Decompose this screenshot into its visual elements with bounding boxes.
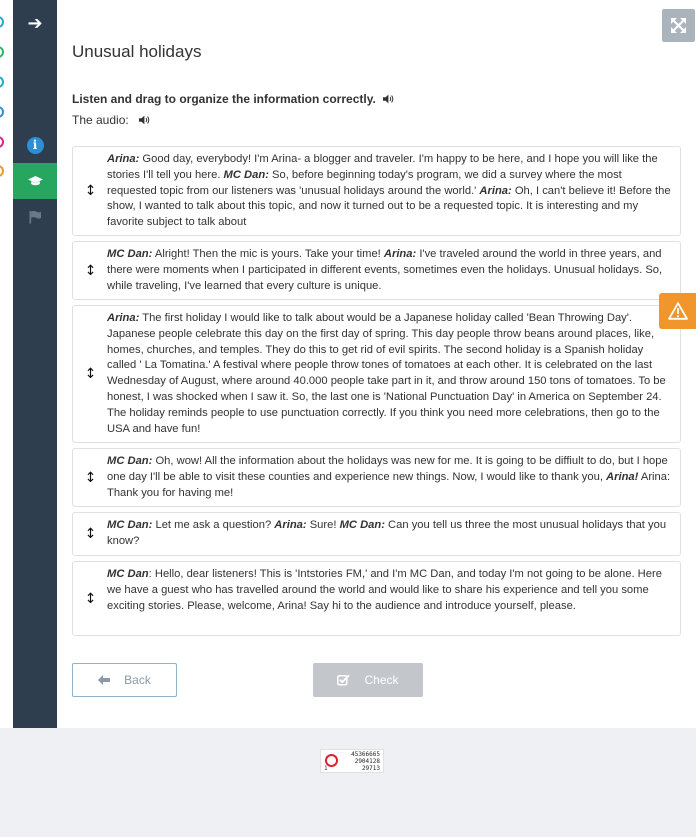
audio-label: The audio: (72, 113, 129, 127)
counter-values (351, 751, 380, 772)
edge-dot[interactable] (0, 106, 4, 118)
dialogue-text: So, before beginning today's program, we did a survey where the most requested topic from our listeners was 'unusual holidays around the world.' (107, 168, 622, 197)
dialogue-text: The first holiday I would like to talk about would be a Japanese holiday called 'Bean Throwing Day'. Japanese people celebrate this day on the first day of spring. This day people throw beans around places, like, homes, churches, and temples. They do this to get rid of evil spirits. The second holiday is a Spanish holiday called ' La Tomatina.' A festival where people throw tones of tomatoes at each other. It is celebrated on the last Wednesday of August, where around 40.000 people take part in it, and throw around 150 tons of tomatoes. To be honest, I was shocked when I saw it. So, the last one is 'National Punctuation Day' in America on September 24. The holiday reminds people to use punctuation correctly. If you think you need more celebrations, then go to the USA and have fun! (107, 312, 666, 435)
dialogue-text: Oh, wow! All the information about the holidays was new for me. It is going to be diffiult to do, but I hope one day I'll be able to visit these counties and experience new things. Now, I would like to thank you, (107, 455, 668, 483)
fullscreen-button[interactable] (662, 9, 695, 42)
edge-dot[interactable] (0, 76, 4, 88)
arrow-right-icon[interactable]: ➔ (27, 13, 43, 34)
dialogue-text: Good day, everybody! I'm Arina- a blogger and traveler. I'm happy to be here, and I hope you will like the stories I'll tell you here. (107, 153, 658, 181)
item-text (107, 242, 680, 298)
drag-handle-icon[interactable]: ↕ (84, 262, 97, 279)
speaker-name: Arina: (274, 519, 307, 531)
item-text (107, 306, 680, 441)
back-button-label: Back (124, 673, 151, 687)
sidebar-item-lesson[interactable] (13, 163, 57, 199)
instruction (72, 92, 395, 106)
drag-handle-icon[interactable]: ↕ (84, 590, 97, 607)
draggable-item[interactable] (72, 512, 681, 556)
speaker-name: Arina: (479, 184, 512, 197)
speaker-name: Arina! (606, 470, 639, 483)
speaker-name: MC Dan: (223, 168, 269, 181)
expand-icon (670, 17, 687, 34)
item-text (107, 562, 680, 618)
speaker-icon[interactable] (383, 94, 395, 104)
warning-icon (668, 302, 688, 320)
counter-line: 29713 (361, 765, 380, 772)
edge-dot[interactable] (0, 165, 4, 177)
dialogue-text: Sure! (306, 519, 340, 531)
speaker-name: MC Dan: (339, 519, 385, 531)
drag-handle-icon[interactable]: ↕ (84, 366, 97, 382)
speaker-name: MC Dan: (107, 519, 153, 531)
dialogue-text: Alright! Then the mic is yours. Take your time! (152, 248, 384, 260)
speaker-name: Arina: (107, 153, 140, 165)
speaker-name: Arina: (107, 312, 140, 324)
check-button-label: Check (364, 673, 399, 687)
graduation-cap-icon (28, 175, 43, 187)
counter-line: 45366665 (351, 751, 380, 758)
back-button[interactable] (72, 663, 177, 697)
instruction-text: Listen and drag to organize the information correctly. (72, 92, 376, 106)
dialogue-text: : Hello, dear listeners! This is 'Intstories FM,' and I'm MC Dan, and today I'm not going to be alone. Here we have a guest who has travelled around the world and would like to share his experience and tell you some exciting stories. Please, welcome, Arina! Say hi to the audience and introduce yourself, please. (107, 568, 662, 612)
edge-indicator-strip (0, 0, 13, 728)
sidebar-item-info[interactable] (13, 127, 57, 163)
info-icon: i (27, 137, 44, 154)
speaker-name: MC Dan (107, 568, 149, 580)
edge-dot[interactable] (0, 136, 4, 148)
dialogue-text: I've traveled around the world in three years, and there were moments when I participated in different events, sometimes even the holidays. Unusual holidays. So, while traveling, I've learned that every culture is unique. (107, 248, 663, 292)
report-issue-tab[interactable] (659, 293, 696, 329)
counter-digit: 1 (324, 765, 328, 772)
sidebar-item-flag[interactable] (13, 199, 57, 235)
drag-handle-icon[interactable]: ↕ (84, 469, 97, 486)
counter-line: 2904128 (354, 758, 380, 765)
dialogue-text: Arina: Thank you for having me! (107, 470, 671, 499)
edge-dot[interactable] (0, 46, 4, 58)
draggable-item[interactable] (72, 448, 681, 507)
draggable-item[interactable] (72, 146, 681, 236)
speaker-name: MC Dan: (107, 455, 153, 467)
dialogue-text: Oh, I can't believe it! Before the show, I wanted to talk about this topic, and now it turned out to be a requested topic. It is interesting and my favorite subject to talk about (107, 184, 671, 229)
audio-row (72, 113, 151, 127)
draggable-item[interactable] (72, 561, 681, 636)
dialogue-text: Can you tell us three the most unusual holidays that you know? (107, 519, 667, 547)
hit-counter[interactable] (320, 749, 384, 773)
draggable-item[interactable] (72, 305, 681, 443)
dialogue-text: Let me ask a question? (152, 519, 275, 531)
audio-play-icon[interactable] (139, 115, 151, 125)
checkbox-icon (337, 674, 350, 686)
flag-icon (28, 210, 42, 224)
speaker-name: Arina: (383, 248, 417, 260)
item-text (107, 147, 680, 235)
edge-dot[interactable] (0, 16, 4, 28)
main-content (57, 0, 696, 728)
check-button[interactable] (313, 663, 423, 697)
speaker-name: MC Dan: (107, 248, 153, 260)
drag-handle-icon[interactable]: ↕ (84, 526, 97, 542)
page-title: Unusual holidays (72, 42, 202, 61)
sidebar (13, 0, 57, 728)
item-text (107, 513, 680, 554)
drag-handle-icon[interactable]: ↕ (84, 183, 97, 199)
arrow-left-icon (98, 675, 110, 685)
draggable-item[interactable] (72, 241, 681, 300)
item-text (107, 449, 680, 505)
